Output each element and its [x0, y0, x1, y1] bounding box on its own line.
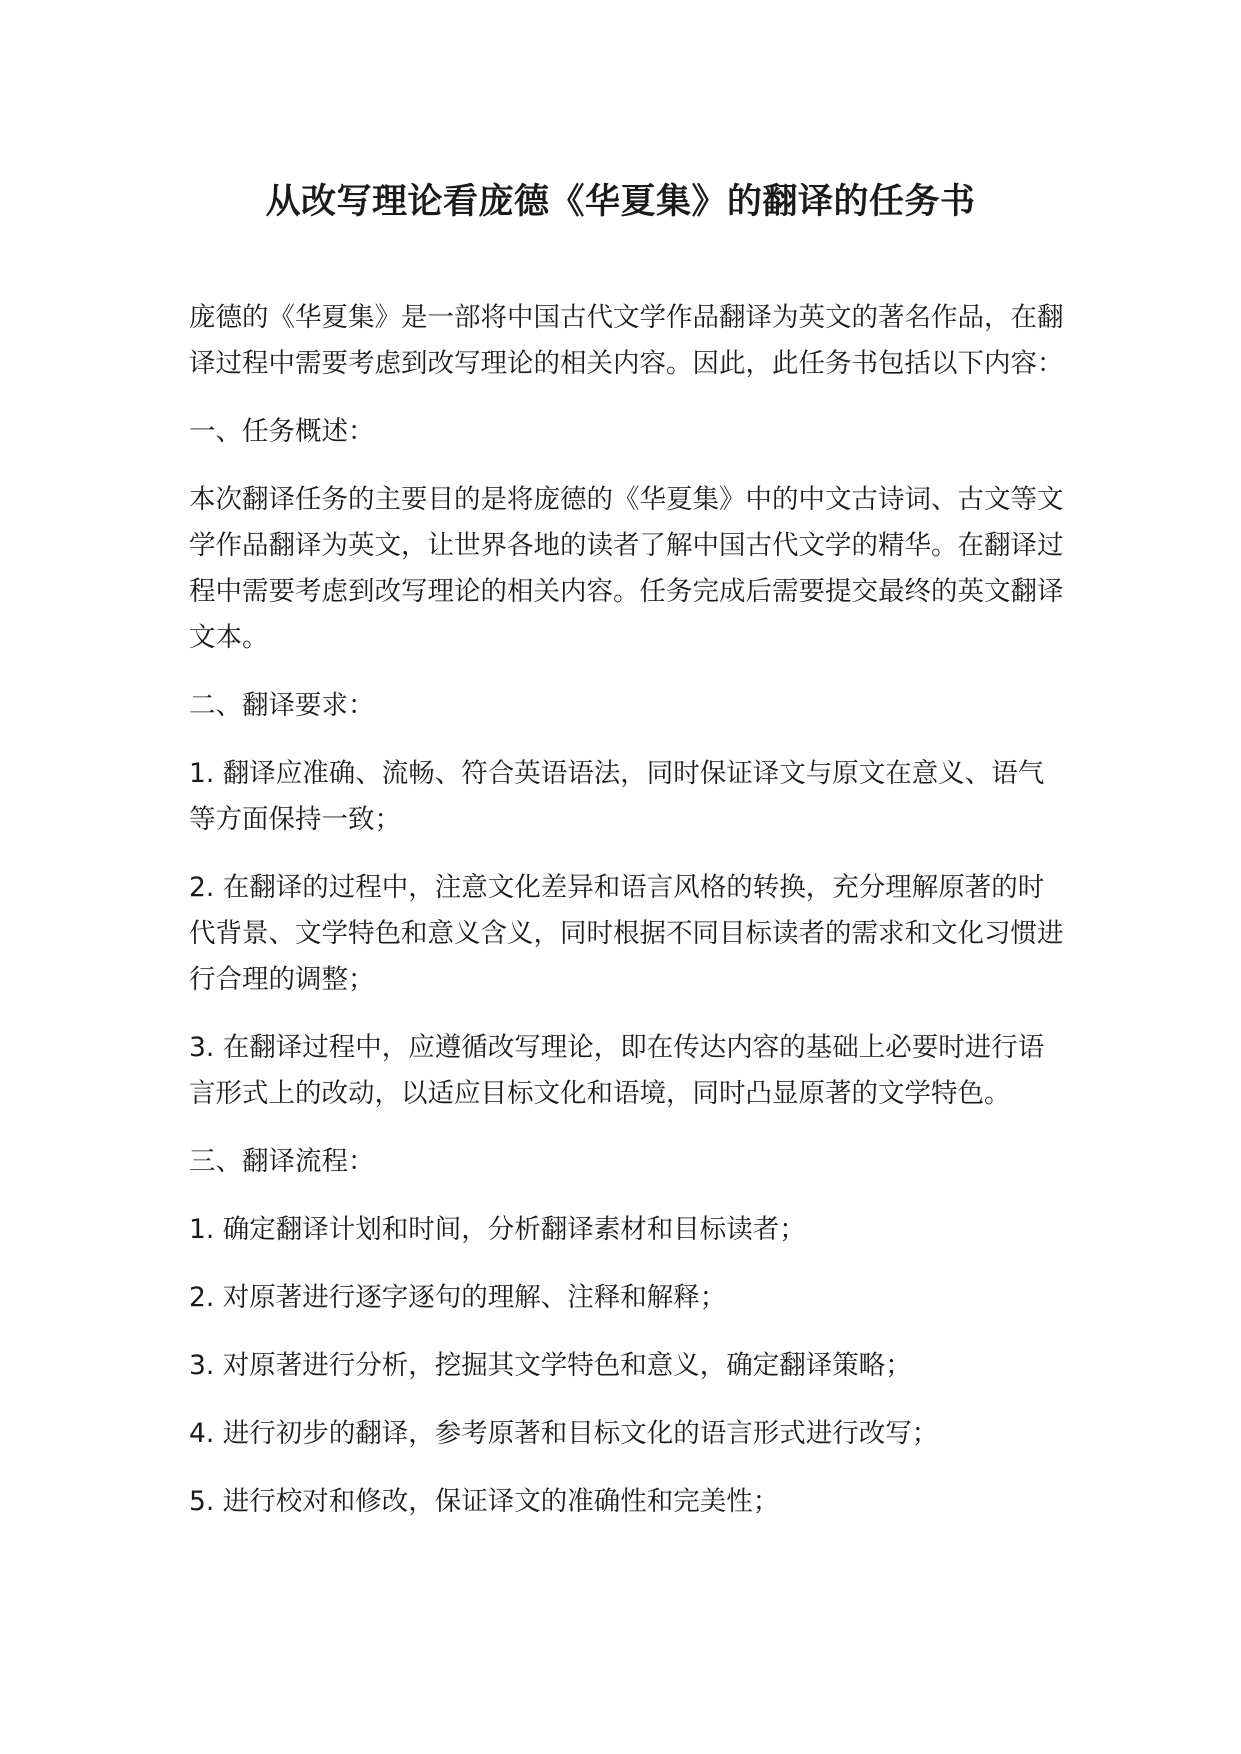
intro-paragraph: 庞德的《华夏集》是一部将中国古代文学作品翻译为英文的著名作品，在翻译过程中需要考虑到改写理论的相关内容。因此，此任务书包括以下内容：: [189, 302, 1064, 379]
process-item: 1. 确定翻译计划和时间，分析翻译素材和目标读者；: [189, 1214, 806, 1245]
section-heading-requirements: 二、翻译要求：: [189, 690, 375, 721]
requirement-item: 2. 在翻译的过程中，注意文化差异和语言风格的转换，充分理解原著的时代背景、文学特色和意义含义，同时根据不同目标读者的需求和文化习惯进行合理的调整；: [189, 872, 1064, 995]
section-heading-process: 三、翻译流程：: [189, 1146, 375, 1177]
process-item: 2. 对原著进行逐字逐句的理解、注释和解释；: [189, 1282, 727, 1313]
requirement-item: 3. 在翻译过程中，应遵循改写理论，即在传达内容的基础上必要时进行语言形式上的改动，以适应目标文化和语境，同时凸显原著的文学特色。: [189, 1032, 1045, 1109]
document-body: [189, 295, 1069, 1547]
section-heading-overview: 一、任务概述：: [189, 416, 375, 447]
process-item: 3. 对原著进行分析，挖掘其文学特色和意义，确定翻译策略；: [189, 1350, 912, 1381]
requirement-item: 1. 翻译应准确、流畅、符合英语语法，同时保证译文与原文在意义、语气等方面保持一致；: [189, 758, 1045, 835]
document-title: 从改写理论看庞德《华夏集》的翻译的任务书: [265, 182, 976, 222]
process-item: 4. 进行初步的翻译，参考原著和目标文化的语言形式进行改写；: [189, 1418, 939, 1449]
overview-paragraph: 本次翻译任务的主要目的是将庞德的《华夏集》中的中文古诗词、古文等文学作品翻译为英文，让世界各地的读者了解中国古代文学的精华。在翻译过程中需要考虑到改写理论的相关内容。任务完成后需要提交最终的英文翻译文本。: [189, 484, 1064, 653]
process-item: 5. 进行校对和修改，保证译文的准确性和完美性；: [189, 1486, 780, 1517]
